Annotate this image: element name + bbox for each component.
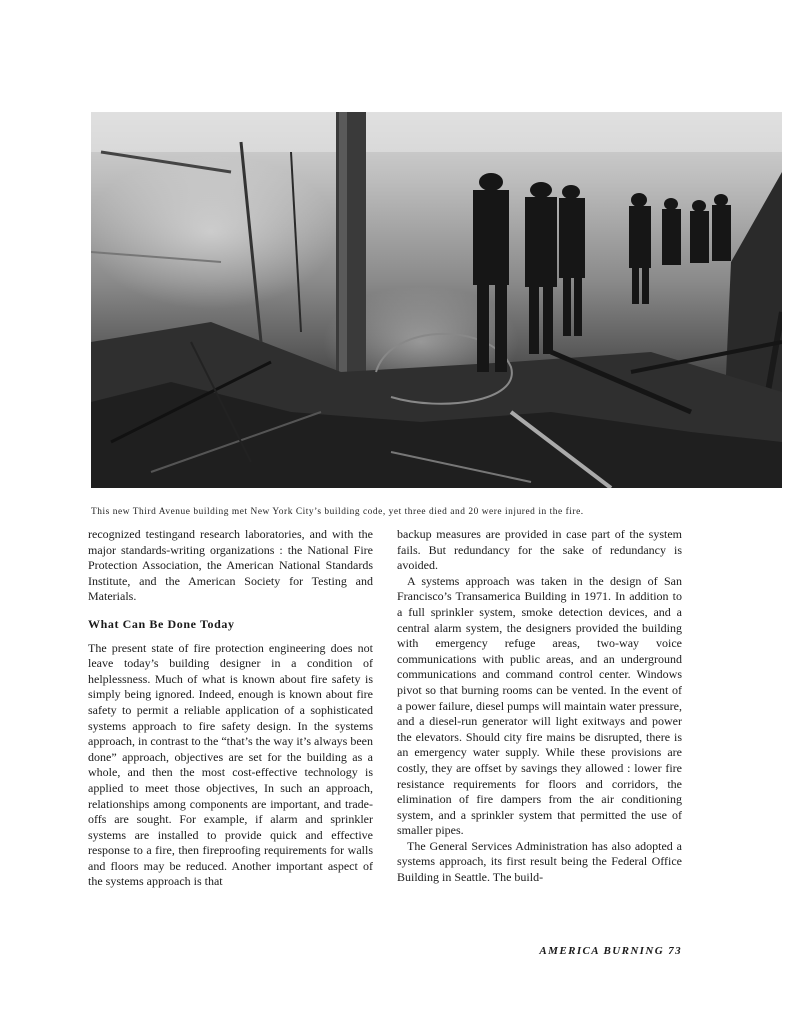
left-column bbox=[88, 527, 373, 890]
page-folio: AMERICA BURNING 73 bbox=[539, 945, 682, 957]
fire-ruins-photo bbox=[91, 112, 782, 488]
right-paragraph-2: A systems approach was taken in the design of San Francisco’s Transamerica Building in 1971. In addition to a full sprinkler system, smoke detection devices, and a central alarm system, the designers provided the building with emergency refuge areas, two-way voice communications with public areas, and an underground communications and command control center. Windows pivot so that burning rooms can be vented. In the event of a power failure, diesel pumps will maintain water pressure, and a diesel-run generator will light exitways and power the elevators. Should city fire mains be disrupted, there is an emergency water supply. While these provisions are costly, they are offset by savings they allowed : lower fire resistance requirements for floors and corridors, the elimination of fire dampers from the air conditioning system, and a sprinkler system that permitted the use of smaller pipes. bbox=[397, 573, 682, 838]
right-column bbox=[397, 527, 682, 886]
photo-caption: This new Third Avenue building met New York City’s building code, yet three died and 20 were injured in the fire. bbox=[91, 507, 584, 517]
left-paragraph-1: recognized testingand research laboratories, and with the major standards-writing organizations : the National Fire Protection Association, the American National Standards Institute, and the American Society for Testing and Materials. bbox=[88, 527, 373, 604]
section-heading: What Can Be Done Today bbox=[88, 616, 235, 631]
right-paragraph-1: backup measures are provided in case part of the system fails. But redundancy for the sake of redundancy is avoided. bbox=[397, 527, 682, 573]
fire-ruins-illustration bbox=[91, 112, 782, 488]
right-paragraph-3: The General Services Administration has also adopted a systems approach, its first result being the Federal Office Building in Seattle. The build- bbox=[397, 838, 682, 885]
left-paragraph-2: The present state of fire protection engineering does not leave today’s building designer in a condition of helplessness. Much of what is known about fire safety is simply being ignored. Indeed, enough is known about fire safety to permit a reliable application of a sophisticated systems approach to fire safety design. In the systems approach, in contrast to the “that’s the way it’s always been done” approach, objectives are set for the building as a whole, and then the most cost-effective technology is applied to meet those objectives, In such an approach, relationships among components are important, and trade-offs are sought. For example, if alarm and sprinkler systems are installed to provide quick and effective response to a fire, then fireproofing requirements for walls and floors may be reduced. Another important aspect of the systems approach is that bbox=[88, 640, 373, 889]
